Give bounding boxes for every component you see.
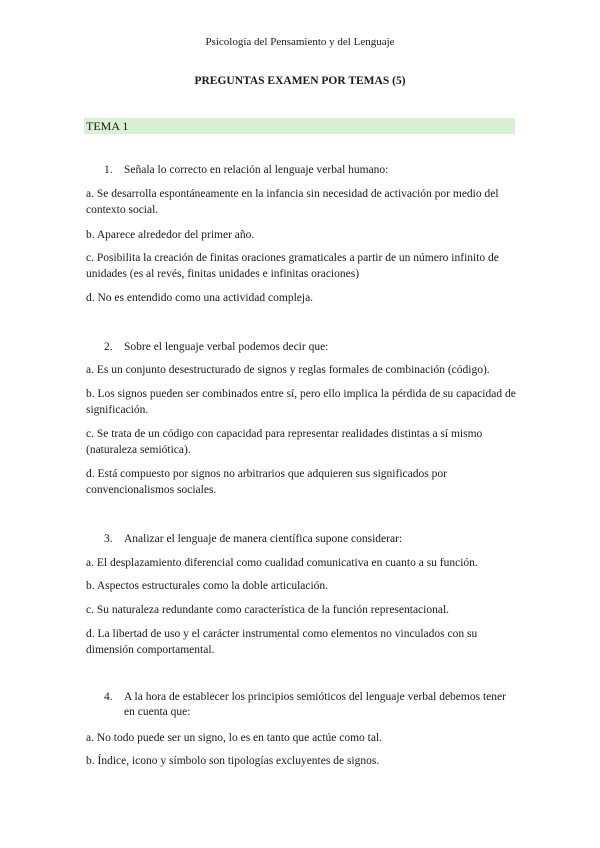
option-3a: a. El desplazamiento diferencial como cualidad comunicativa en cuanto a su función. bbox=[86, 557, 478, 569]
option-2c: c. Se trata de un código con capacidad para representar realidades distintas a sí mismo (naturaleza semiótica). bbox=[86, 428, 483, 456]
document-title: PREGUNTAS EXAMEN POR TEMAS (5) bbox=[194, 75, 406, 87]
option-3b: b. Aspectos estructurales como la doble articulación. bbox=[86, 580, 329, 592]
question-text: Analizar el lenguaje de manera científica supone considerar: bbox=[124, 533, 403, 545]
option-1b: b. Aparece alrededor del primer año. bbox=[86, 229, 255, 241]
option-3d: d. La libertad de uso y el carácter instrumental como elementos no vinculados con su dimensión comportamental. bbox=[86, 628, 478, 656]
page-header: Psicología del Pensamiento y del Lenguaje bbox=[205, 36, 395, 48]
question-text: A la hora de establecer los principios semióticos del lenguaje verbal debemos tener en cuenta que: bbox=[124, 691, 506, 718]
option-1c: c. Posibilita la creación de finitas oraciones gramaticales a partir de un número infinito de unidades (es al revés, finitas unidades e infinitas oraciones) bbox=[86, 252, 499, 280]
question-number: 4. bbox=[104, 691, 113, 703]
option-1a: a. Se desarrolla espontáneamente en la infancia sin necesidad de activación por medio del contexto social. bbox=[86, 188, 499, 216]
option-2a: a. Es un conjunto desestructurado de signos y reglas formales de combinación (código). bbox=[86, 364, 490, 376]
option-3c: c. Su naturaleza redundante como característica de la función representacional. bbox=[86, 604, 450, 616]
question-2 bbox=[104, 340, 504, 355]
question-4 bbox=[104, 690, 514, 720]
question-1 bbox=[104, 163, 504, 178]
option-4a: a. No todo puede ser un signo, lo es en tanto que actúe como tal. bbox=[86, 732, 383, 744]
section-heading: TEMA 1 bbox=[84, 118, 515, 134]
question-number: 3. bbox=[104, 533, 113, 545]
option-1d: d. No es entendido como una actividad compleja. bbox=[86, 292, 314, 304]
question-3 bbox=[104, 532, 504, 547]
option-2d: d. Está compuesto por signos no arbitrarios que adquieren sus significados por convencionalismos sociales. bbox=[86, 468, 447, 496]
question-number: 2. bbox=[104, 341, 113, 353]
option-2b: b. Los signos pueden ser combinados entre sí, pero ello implica la pérdida de su capacidad de significación. bbox=[86, 388, 516, 416]
question-number: 1. bbox=[104, 164, 113, 176]
question-text: Señala lo correcto en relación al lenguaje verbal humano: bbox=[124, 164, 389, 176]
question-text: Sobre el lenguaje verbal podemos decir que: bbox=[124, 341, 329, 353]
option-4b: b. Índice, icono y símbolo son tipologías excluyentes de signos. bbox=[86, 755, 380, 767]
